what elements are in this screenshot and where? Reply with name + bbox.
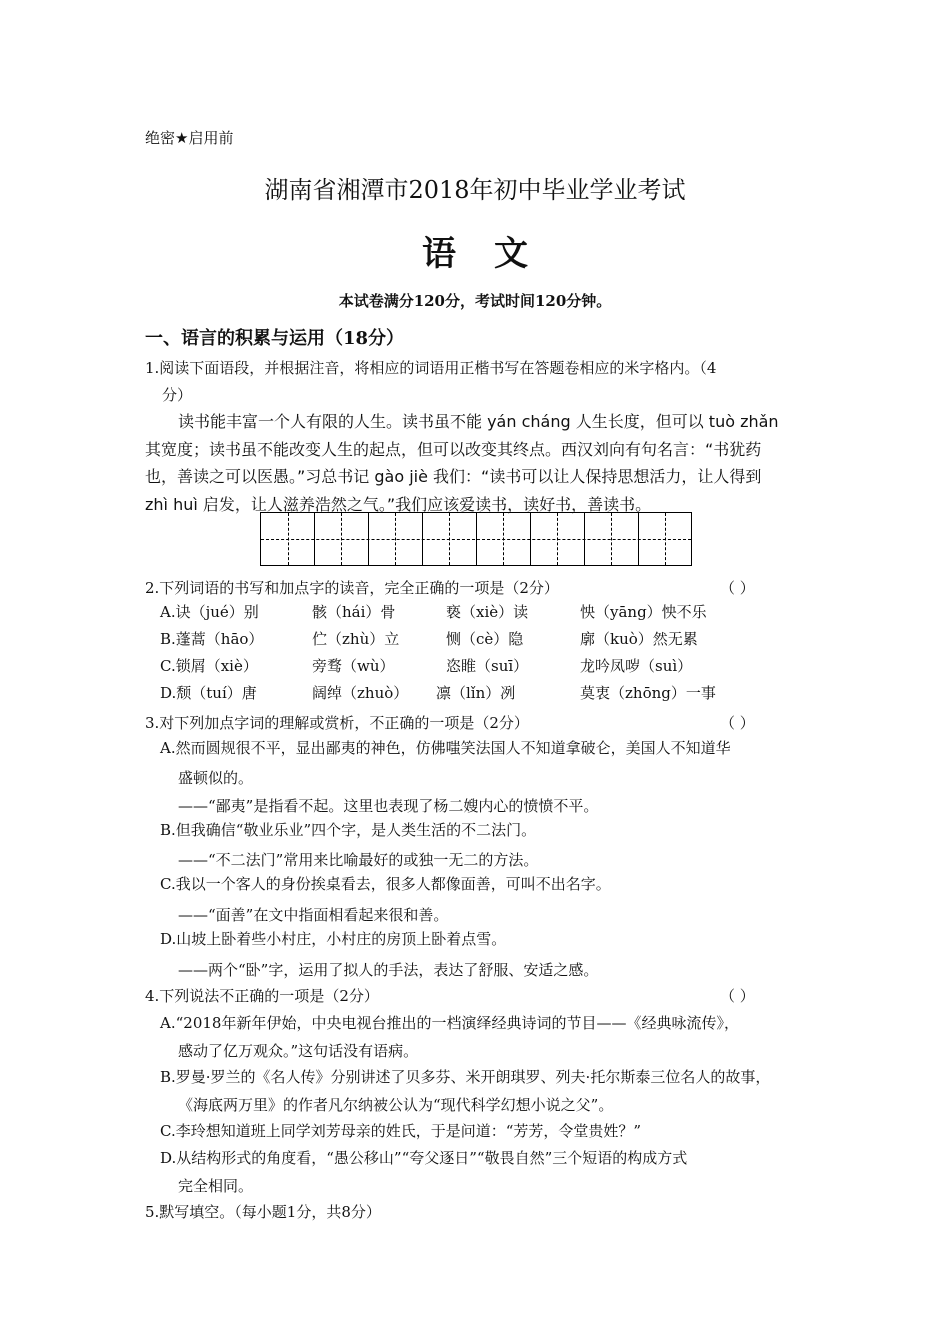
q3-stem: 3.对下列加点字词的理解或赏析，不正确的一项是（2分）	[145, 714, 529, 732]
q4-option-b: B.罗曼·罗兰的《名人传》分别讲述了贝多芬、米开朗琪罗、列夫·托尔斯泰三位名人的故事，	[160, 1068, 771, 1086]
subject-title: 语文	[422, 234, 566, 274]
q3-option-d: D.山坡上卧着些小村庄，小村庄的房顶上卧着点雪。	[160, 930, 507, 948]
q2-option-b-4: 廓（kuò）然无累	[580, 630, 698, 648]
q4-option-b-cont: 《海底两万里》的作者凡尔纳被公认为“现代科学幻想小说之父”。	[178, 1096, 614, 1114]
q4-stem: 4.下列说法不正确的一项是（2分）	[145, 987, 379, 1005]
q3-option-a: A.然而圆规很不平，显出鄙夷的神色，仿佛嗤笑法国人不知道拿破仑，美国人不知道华	[160, 739, 731, 757]
q2-option-d-1: D.颓（tuí）唐	[160, 684, 257, 702]
writing-grid	[260, 512, 692, 566]
q2-option-d-2: 阔绰（zhuò）	[312, 684, 409, 702]
q2-option-d-3: 凛（lǐn）冽	[436, 684, 516, 702]
exam-note: 本试卷满分120分，考试时间120分钟。	[338, 292, 612, 310]
q2-option-a-3: 亵（xiè）读	[446, 603, 529, 621]
q1-stem-cont: 分）	[162, 386, 193, 404]
q2-option-c-3: 恣睢（suī）	[446, 657, 529, 675]
exam-title: 湖南省湘潭市2018年初中毕业学业考试	[264, 176, 686, 204]
q3-option-a-note: ——“鄙夷”是指看不起。这里也表现了杨二嫂内心的愤愤不平。	[178, 797, 599, 815]
section-heading: 一、语言的积累与运用（18分）	[145, 328, 405, 349]
confidential-label: 绝密★启用前	[145, 129, 234, 147]
q1-paragraph-line: 读书能丰富一个人有限的人生。读书虽不能 yán cháng 人生长度，但可以 tuò zhǎn	[178, 412, 779, 431]
q2-option-a-4: 怏（yāng）怏不乐	[580, 603, 707, 621]
q4-option-c: C.李玲想知道班上同学刘芳母亲的姓氏，于是问道：“芳芳，令堂贵姓？”	[160, 1122, 642, 1140]
q1-paragraph-line: 也，善读之可以医愚。”习总书记 gào jiè 我们：“读书可以让人保持思想活力，让人得到	[145, 467, 762, 486]
q2-option-c-2: 旁骛（wù）	[312, 657, 395, 675]
q1-paragraph-line: zhì huì 启发，让人滋养浩然之气。”我们应该爱读书，读好书，善读书。	[145, 495, 652, 514]
q2-answer-bracket: （ ）	[720, 579, 755, 597]
q3-option-b-note: ——“不二法门”常用来比喻最好的或独一无二的方法。	[178, 851, 539, 869]
q5-stem: 5.默写填空。（每小题1分，共8分）	[145, 1203, 381, 1221]
q4-option-d: D.从结构形式的角度看，“愚公移山”“夸父逐日”“敬畏自然”三个短语的构成方式	[160, 1149, 688, 1167]
q2-option-a-2: 骸（hái）骨	[312, 603, 396, 621]
q4-option-a: A.“2018年新年伊始，中央电视台推出的一档演绎经典诗词的节目——《经典咏流传》，	[160, 1014, 739, 1032]
q4-answer-bracket: （ ）	[720, 987, 755, 1005]
q2-option-c-1: C.锁屑（xiè）	[160, 657, 258, 675]
q3-option-b: B.但我确信“敬业乐业”四个字，是人类生活的不二法门。	[160, 821, 537, 839]
q2-option-c-4: 龙吟凤哕（suì）	[580, 657, 693, 675]
q4-option-a-cont: 感动了亿万观众。”这句话没有语病。	[178, 1042, 419, 1060]
q3-option-a-cont: 盛顿似的。	[178, 769, 254, 787]
q2-option-d-4: 莫衷（zhōng）一事	[580, 684, 716, 702]
q2-option-b-3: 恻（cè）隐	[446, 630, 524, 648]
q1-stem: 1.阅读下面语段，并根据注音，将相应的词语用正楷书写在答题卷相应的米字格内。（4	[145, 359, 717, 377]
q3-answer-bracket: （ ）	[720, 714, 755, 732]
q1-paragraph-line: 其宽度；读书虽不能改变人生的起点，但可以改变其终点。西汉刘向有句名言：“书犹药	[145, 440, 762, 459]
q3-option-c: C.我以一个客人的身份挨桌看去，很多人都像面善，可叫不出名字。	[160, 875, 611, 893]
q3-option-d-note: ——两个“卧”字，运用了拟人的手法，表达了舒服、安适之感。	[178, 961, 599, 979]
q3-option-c-note: ——“面善”在文中指面相看起来很和善。	[178, 906, 449, 924]
q2-option-b-2: 伫（zhù）立	[312, 630, 400, 648]
q4-option-d-cont: 完全相同。	[178, 1177, 254, 1195]
q2-option-a-1: A.诀（jué）别	[160, 603, 259, 621]
q2-stem: 2.下列词语的书写和加点字的读音，完全正确的一项是（2分）	[145, 579, 559, 597]
q2-option-b-1: B.蓬蒿（hāo）	[160, 630, 264, 648]
